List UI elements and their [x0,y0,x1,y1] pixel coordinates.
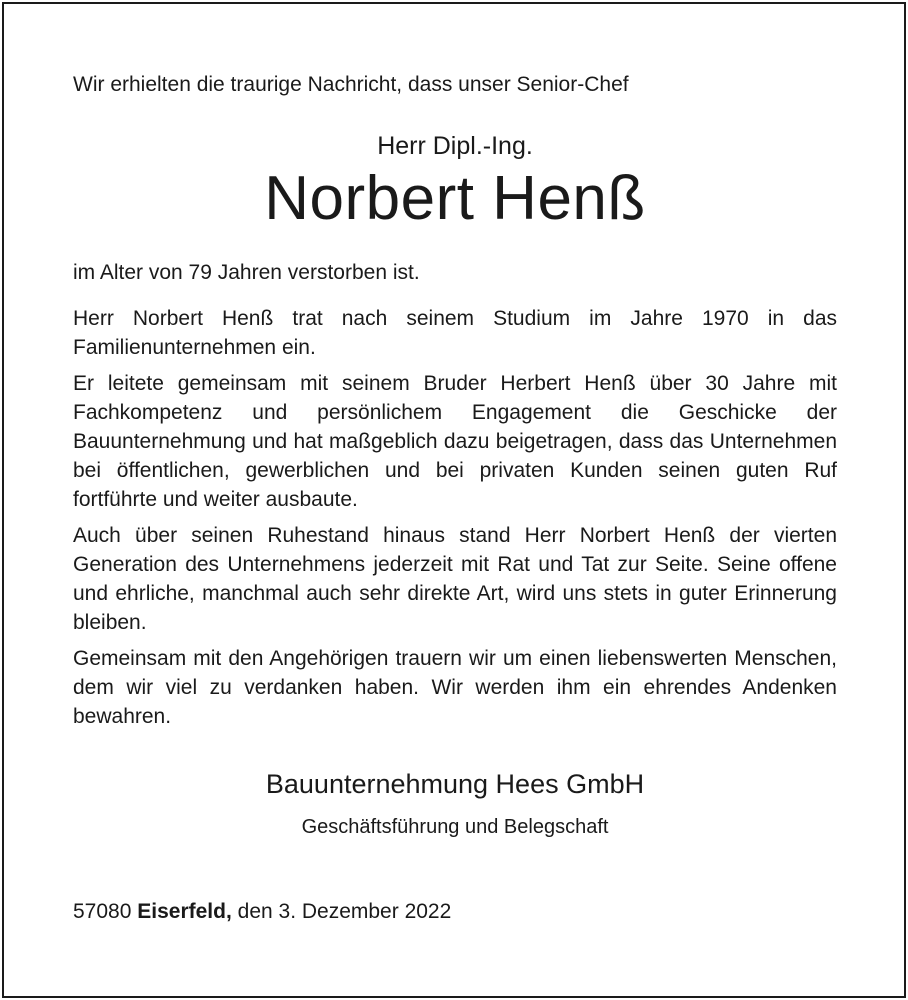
city-name: Eiserfeld, [137,900,232,923]
paragraph-retirement: Auch über seinen Ruhestand hinaus stand Herr Norbert Henß der vierten Generation des Unternehmens jederzeit mit Rat und Tat zur Seite. Seine offene und ehrliche, manchmal auch sehr direkte Art, wird uns stets in guter Erinnerung bleiben. [73,524,837,634]
postal-code: 57080 [73,900,132,923]
company-signatories: Geschäftsführung und Belegschaft [301,816,609,838]
intro-line: Wir erhielten die traurige Nachricht, dass unser Senior-Chef [73,73,629,96]
paragraph-career-start: Herr Norbert Henß trat nach seinem Studium im Jahre 1970 in das Familienunternehmen ein. [73,307,837,359]
company-name: Bauunternehmung Hees GmbH [265,769,645,799]
obituary-body [73,70,837,841]
date-text: den 3. Dezember 2022 [237,900,452,923]
age-line: im Alter von 79 Jahren verstorben ist. [73,261,420,284]
paragraphs [73,304,837,731]
paragraph-leadership: Er leitete gemeinsam mit seinem Bruder Herbert Henß über 30 Jahre mit Fachkompetenz und persönlichem Engagement die Geschicke der Bauunternehmung und hat maßgeblich dazu beigetragen, dass das Unternehmen bei öffentlichen, gewerblichen und bei privaten Kunden seinen guten Ruf fortführte und weiter ausbaute. [73,372,837,511]
place-date-line [73,897,451,927]
paragraph-mourning: Gemeinsam mit den Angehörigen trauern wir um einen liebenswerten Menschen, dem wir viel zu verdanken haben. Wir werden ihm ein ehrendes Andenken bewahren. [73,647,837,728]
deceased-name: Norbert Henß [264,164,646,233]
honorific-title: Herr Dipl.-Ing. [377,132,533,160]
